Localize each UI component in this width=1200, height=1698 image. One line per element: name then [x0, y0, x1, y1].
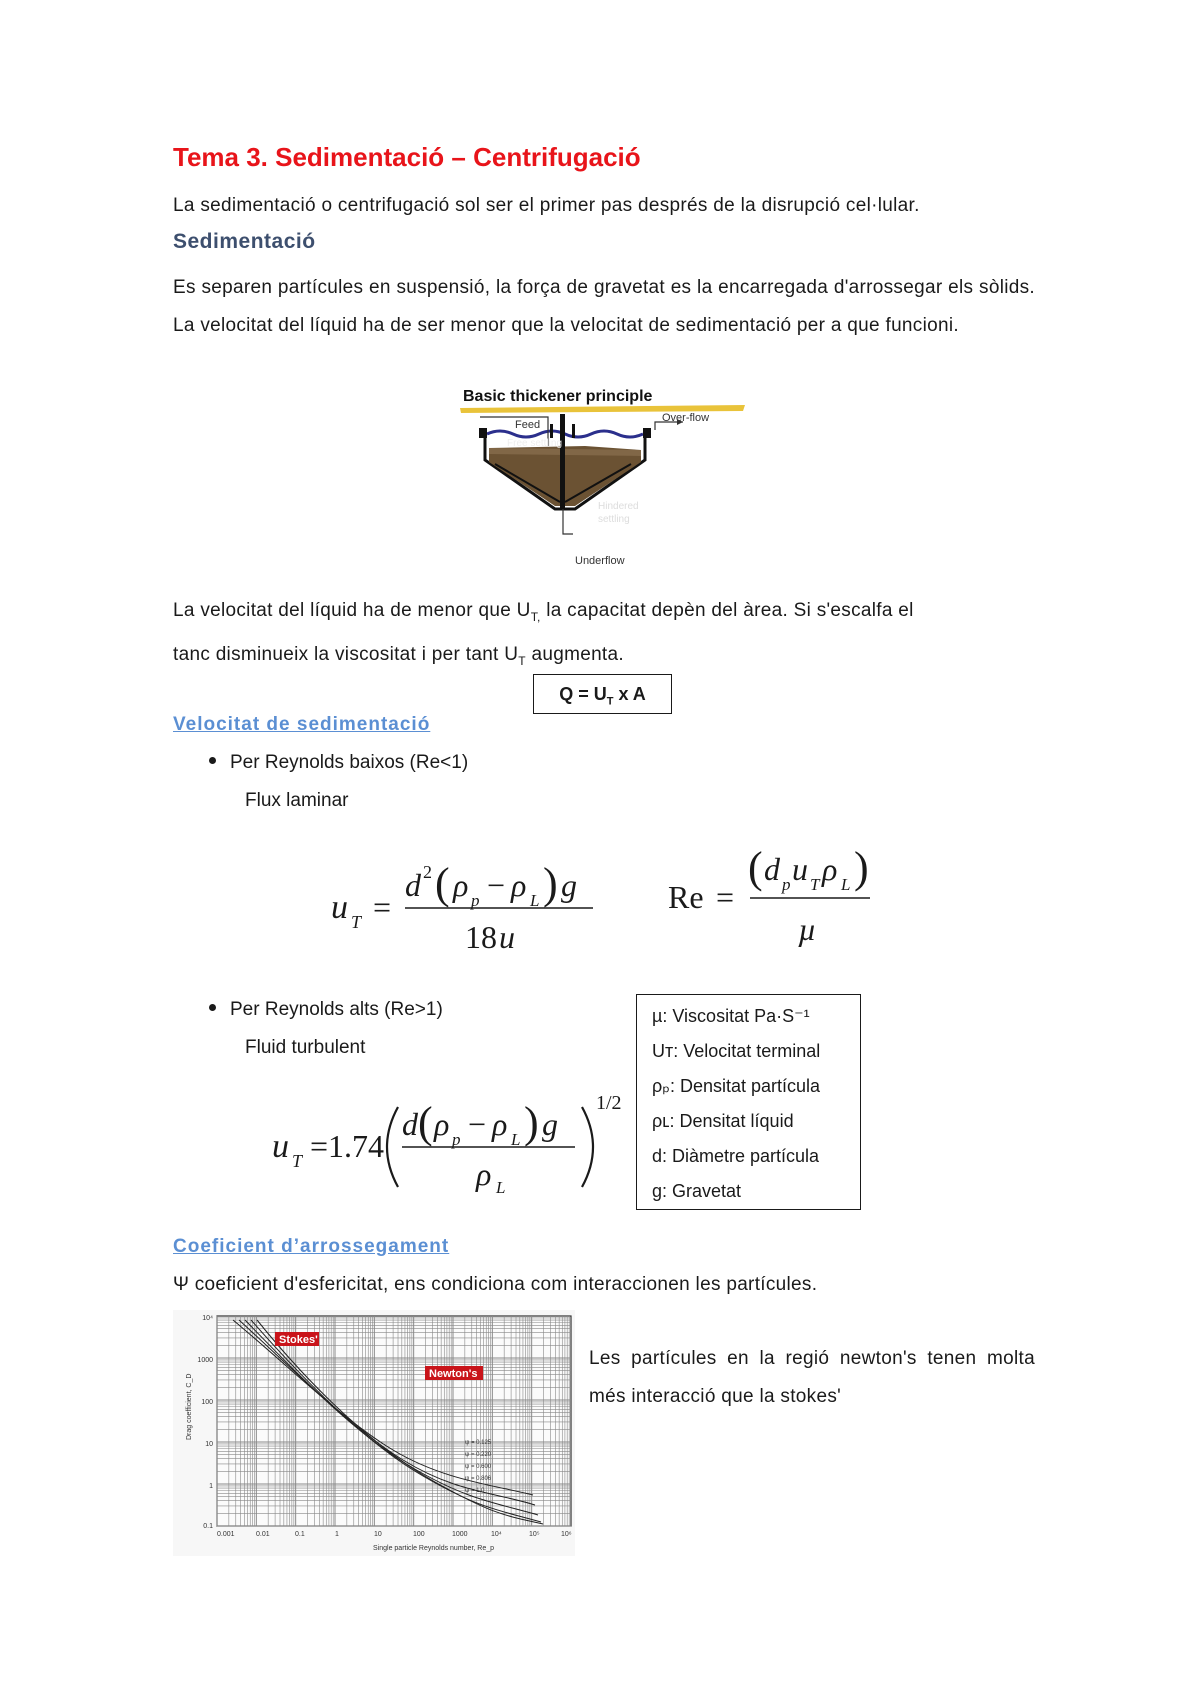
y-tick: 100	[201, 1399, 213, 1406]
sedimentacio-paragraph: Es separen partícules en suspensió, la força de gravetat es la encarregada d'arrossegar els sòlids. La velocitat del líquid ha de ser menor que la velocitat de sedimentació per a que funcioni.	[173, 277, 1035, 336]
legend-item: ρₚ: Densitat partícula	[652, 1076, 821, 1096]
svg-text:µ: µ	[798, 911, 817, 947]
viscosity-paragraph	[173, 592, 1035, 680]
y-tick: 1	[209, 1483, 213, 1490]
y-tick: 0.1	[203, 1523, 213, 1530]
svg-text:p: p	[452, 1130, 461, 1149]
curve-label: ψ = 0.806	[465, 1476, 492, 1482]
coeficient-text: Ψ coeficient d'esfericitat, ens condiciona com interaccionen les partícules.	[173, 1274, 818, 1295]
y-tick: 1000	[197, 1357, 213, 1364]
fluid-turbulent-label: Fluid turbulent	[245, 1037, 366, 1058]
x-tick: 10⁵	[529, 1531, 540, 1538]
svg-text:u: u	[272, 1128, 289, 1165]
label-hindered: Hindered	[598, 501, 639, 512]
svg-text:ρ: ρ	[434, 1106, 450, 1142]
svg-text:T: T	[292, 1151, 303, 1171]
x-tick: 0.1	[295, 1531, 305, 1538]
svg-text:L: L	[841, 875, 851, 894]
legend-item: ρʟ: Densitat líquid	[652, 1111, 794, 1131]
stokes-label: Stokes'	[279, 1334, 318, 1346]
legend-item: d: Diàmetre partícula	[652, 1146, 820, 1166]
x-tick: 0.01	[256, 1531, 270, 1538]
svg-text:ρ: ρ	[476, 1156, 492, 1192]
formula-stokes-velocity	[325, 838, 595, 958]
svg-text:L: L	[530, 891, 540, 910]
thickener-title: Basic thickener principle	[463, 388, 653, 405]
svg-text:ρ: ρ	[492, 1106, 508, 1142]
svg-text:−: −	[487, 867, 506, 903]
bullet-dot	[209, 1004, 216, 1011]
svg-text:L: L	[496, 1178, 506, 1197]
label-overflow: Over-flow	[662, 412, 710, 424]
intro-text: La sedimentació o centrifugació sol ser el primer pas després de la disrupció cel·lular.	[173, 195, 920, 216]
y-tick: 10⁴	[202, 1315, 213, 1322]
svg-text:T: T	[351, 912, 362, 932]
label-settling: settling	[598, 514, 630, 525]
flux-laminar-label: Flux laminar	[245, 790, 349, 811]
svg-text:g: g	[561, 867, 577, 903]
curve-label: ψ = 0.600	[465, 1464, 492, 1470]
y-tick: 10	[205, 1441, 213, 1448]
x-tick: 1	[335, 1531, 339, 1538]
svg-text:ρ: ρ	[822, 851, 838, 887]
y-axis-label: Drag coefficient, C_D	[186, 1373, 193, 1440]
central-shaft	[560, 414, 565, 509]
svg-text:g: g	[542, 1106, 558, 1142]
svg-text:(: (	[418, 1098, 433, 1147]
svg-text:ρ: ρ	[453, 867, 469, 903]
section-heading-sedimentacio: Sedimentació	[173, 230, 316, 253]
bullet-dot	[209, 757, 216, 764]
newton-note: Les partícules en la regió newton's tenen molta més interacció que la stokes'	[589, 1348, 1035, 1407]
svg-text:(: (	[748, 843, 763, 892]
section-heading-coeficient: Coeficient d’arrossegament	[173, 1236, 450, 1257]
x-tick: 100	[413, 1531, 425, 1538]
curve-label: ψ = 0.220	[465, 1452, 492, 1458]
svg-text:=: =	[373, 889, 392, 925]
svg-text:u: u	[499, 919, 515, 955]
variables-legend-box	[636, 994, 861, 1210]
formula-turbulent-velocity	[270, 1085, 630, 1200]
svg-text:u: u	[331, 889, 348, 926]
curve-label: ψ = 1.0	[465, 1488, 485, 1494]
svg-text:u: u	[792, 851, 808, 887]
newton-label: Newton's	[429, 1368, 478, 1380]
x-tick: 10	[374, 1531, 382, 1538]
bullet-reynolds-baixos: Per Reynolds baixos (Re<1)	[209, 752, 468, 774]
x-tick: 10⁶	[561, 1531, 572, 1538]
legend-item: g: Gravetat	[652, 1181, 742, 1201]
chart-plot-area	[217, 1316, 571, 1526]
svg-text:): )	[524, 1098, 539, 1147]
section-heading-velocitat: Velocitat de sedimentació	[173, 714, 431, 735]
underflow-arrow	[563, 509, 573, 534]
svg-text:1/2: 1/2	[596, 1092, 622, 1114]
thickener-diagram	[455, 384, 755, 574]
curve-label: ψ = 0.125	[465, 1440, 492, 1446]
svg-text:L: L	[511, 1130, 521, 1149]
svg-text:p: p	[471, 891, 480, 910]
svg-text:T: T	[810, 875, 820, 894]
legend-item: µ: Viscositat Pa·S⁻¹	[652, 1006, 810, 1026]
label-free-settling: Free settling	[507, 438, 563, 449]
label-underflow: Underflow	[575, 555, 625, 567]
svg-text:(: (	[435, 859, 450, 908]
svg-text:ρ: ρ	[511, 867, 527, 903]
x-axis-label: Single particle Reynolds number, Re_p	[373, 1545, 495, 1552]
x-tick: 1000	[452, 1531, 468, 1538]
page-title: Tema 3. Sedimentació – Centrifugació	[173, 142, 641, 172]
svg-text:−: −	[468, 1106, 487, 1142]
svg-text:Re: Re	[668, 879, 704, 915]
para2-line1: La velocitat del líquid ha de menor que $U_{T,}$ la capacitat depèn del àrea. Si s'escalfa el	[173, 600, 914, 624]
svg-text:=1.74: =1.74	[310, 1128, 385, 1164]
label-feed: Feed	[515, 419, 541, 431]
para2-line2: tanc disminueix la viscositat i per tant $U_T$ augmenta.	[173, 643, 624, 668]
svg-text:p: p	[782, 875, 791, 894]
svg-text:): )	[854, 843, 869, 892]
flow-formula-box: $Q = U_T$ x A	[533, 674, 672, 714]
bullet-reynolds-alts: Per Reynolds alts (Re>1)	[209, 999, 443, 1021]
legend-item: Uᴛ: Velocitat terminal	[652, 1041, 821, 1061]
svg-text:): )	[543, 859, 558, 908]
svg-text:18: 18	[465, 919, 497, 955]
x-tick: 10⁴	[491, 1531, 502, 1538]
svg-text:d: d	[402, 1106, 418, 1142]
svg-text:2: 2	[423, 862, 432, 882]
svg-text:d: d	[764, 851, 780, 887]
drag-coefficient-chart	[173, 1310, 575, 1556]
formula-reynolds-number	[660, 830, 880, 950]
x-tick: 0.001	[217, 1531, 235, 1538]
svg-text:d: d	[405, 867, 421, 903]
svg-text:=: =	[716, 879, 735, 915]
